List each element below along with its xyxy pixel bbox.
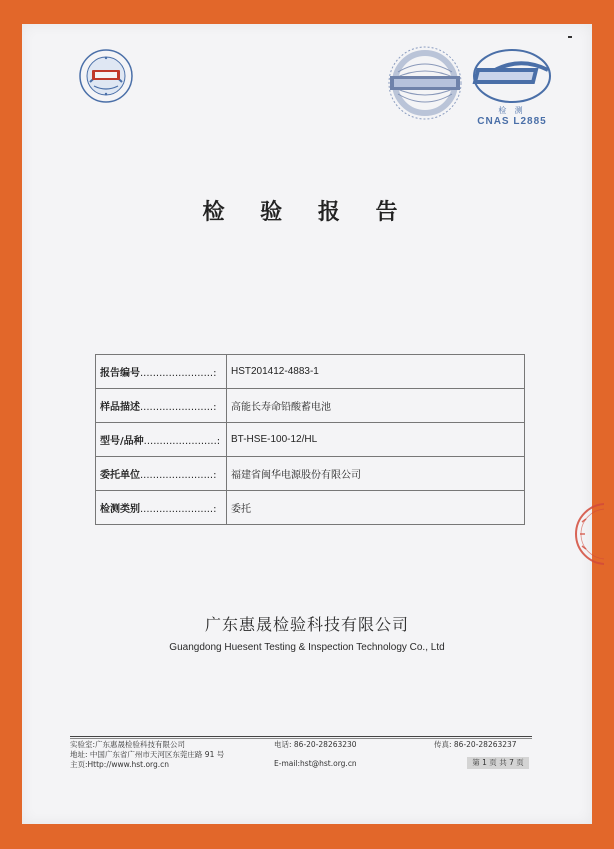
ilac-mra-logo [384,42,466,128]
report-page [22,24,592,824]
footer-divider [70,736,532,737]
footer-lab: 实验室:广东惠晟检验科技有限公司 [70,740,186,749]
test-category-value: 委托 [227,491,525,525]
company-name-cn: 广东惠晟检验科技有限公司 [204,615,409,634]
row-label: 型号/品种.......................: [96,423,227,457]
table-row [96,423,525,457]
row-label: 委托单位.......................: [96,457,227,491]
footer-fax: 传真: 86-20-28263237 [434,740,517,749]
report-info-table [95,354,525,525]
footer-address: 地址: 中国广东省广州市天河区东莞庄路 91 号 [70,750,225,759]
row-label: 报告编号.......................: [96,355,227,389]
report-title: 检 验 报 告 [202,199,412,225]
page-number: 第 1 页 共 7 页 [467,757,529,769]
row-label: 检测类别.......................: [96,491,227,525]
table-row [96,389,525,423]
table-row [96,491,525,525]
report-number-value: HST201412-4883-1 [227,355,525,389]
hst-logo [78,48,134,104]
cnas-logo [470,46,554,128]
cnas-registration-number: CNAS L2885 [477,116,547,127]
client-value: 福建省闽华电源股份有限公司 [227,457,525,491]
scan-speck [568,36,572,38]
sample-description-value: 高能长寿命铅酸蓄电池 [227,389,525,423]
footer-phone: 电话: 86-20-28263230 [274,740,357,749]
red-seal-stamp [564,494,604,574]
row-label: 样品描述.......................: [96,389,227,423]
footer-homepage: 主页:Http://www.hst.org.cn [70,760,170,769]
table-row [96,355,525,389]
company-name-en: Guangdong Huesent Testing & Inspection Technology Co., Ltd [169,642,445,653]
model-value: BT-HSE-100-12/HL [227,423,525,457]
table-row [96,457,525,491]
cnas-testing-label: 检 测 [498,106,526,115]
footer-email: E-mail:hst@hst.org.cn [274,759,357,768]
